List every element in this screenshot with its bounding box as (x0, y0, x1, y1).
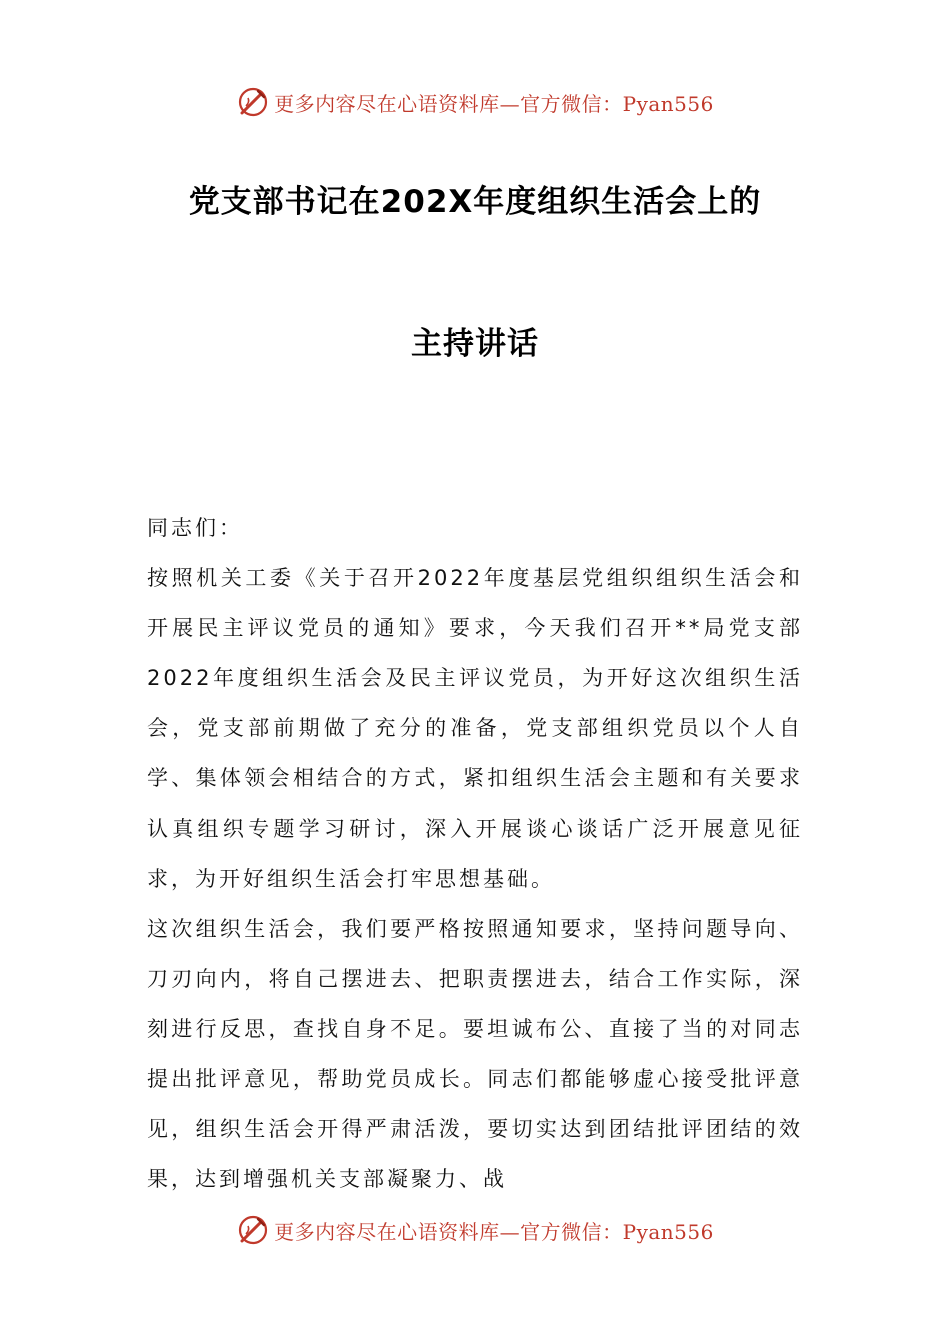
document-title-line-2: 主持讲话 (411, 326, 539, 362)
document-title-line-1: 党支部书记在202X年度组织生活会上的 (188, 184, 762, 220)
footer-watermark (0, 1210, 950, 1250)
salutation: 同志们： (147, 516, 243, 540)
watermark-text: 更多内容尽在心语资料库—官方微信：Pyan556 (274, 1219, 714, 1244)
paragraph: 按照机关工委《关于召开2022年度基层党组织组织生活会和开展民主评议党员的通知》要求，今天我们召开**局党支部2022年度组织生活会及民主评议党员，为开好这次组织生活会，党支部前期做了充分的准备，党支部组织党员以个人自学、集体领会相结合的方式，紧扣组织生活会主题和有关要求认真组织专题学习研讨，深入开展谈心谈话广泛开展意见征求，为开好组织生活会打牢思想基础。 (147, 566, 803, 891)
paragraph: 这次组织生活会，我们要严格按照通知要求，坚持问题导向、刀刃向内，将自己摆进去、把职责摆进去，结合工作实际，深刻进行反思，查找自身不足。要坦诚布公、直接了当的对同志提出批评意见，帮助党员成长。同志们都能够虚心接受批评意见，组织生活会开得严肃活泼，要切实达到团结批评团结的效果，达到增强机关支部凝聚力、战 (147, 916, 803, 1192)
pen-logo-icon (236, 1213, 270, 1247)
pen-logo-icon (236, 85, 270, 119)
watermark-text: 更多内容尽在心语资料库—官方微信：Pyan556 (274, 91, 714, 116)
header-watermark (0, 82, 950, 122)
document-body (147, 503, 803, 1204)
